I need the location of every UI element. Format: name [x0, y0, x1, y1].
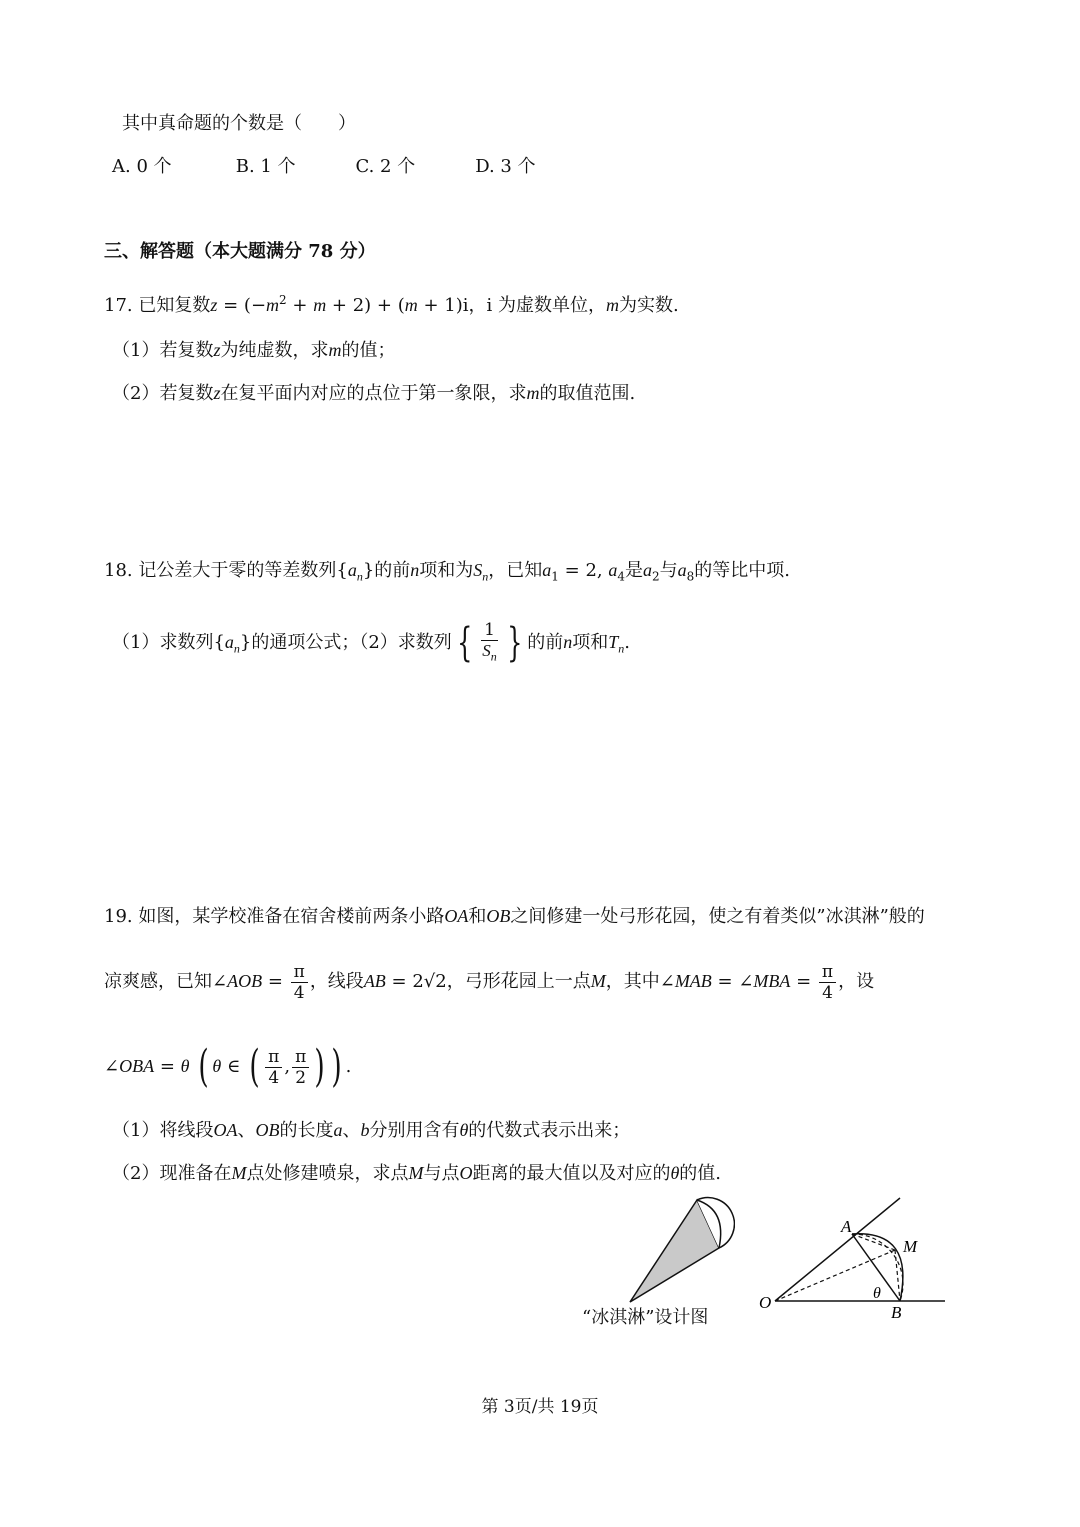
q19-part2-text-2: 点处修建喷泉，求点 — [246, 1163, 409, 1184]
q19-part2-text-4: 距离的最大值以及对应的 — [472, 1163, 671, 1184]
q18-stem-text-2: 的前 — [374, 560, 411, 581]
label-theta: θ — [873, 1285, 881, 1302]
fraction-1-over-sn: $\frac{1}{S_n}$ — [482, 619, 497, 664]
q17-part2-text-3: 的取值范围. — [539, 383, 636, 404]
label-b: B — [891, 1303, 902, 1322]
q17-stem-text-3: 为实数. — [619, 295, 679, 316]
q19-part2: （2）现准备在M点处修建喷泉，求点M与点O距离的最大值以及对应的θ的值. — [112, 1163, 722, 1184]
q18-stem: 18. 记公差大于零的等差数列$\{a_n\}$的前n项和为$S_n$，已知$a_1 = 2$, $a_4$是$a_2$与$a_8$的等比中项. — [104, 560, 790, 584]
q18-parts: （1）求数列$\{a_n\}$的通项公式；（2）求数列 { $\frac{1}{S_n}$ } 的前n项和$T_n$. — [112, 619, 630, 666]
q19-part1-text-2: 、 — [237, 1120, 256, 1141]
q17-part2-text-2: 在复平面内对应的点位于第一象限，求 — [220, 383, 527, 404]
q16-options — [112, 155, 536, 179]
q19-line2: 凉爽感，已知∠AOB = $\frac{\pi}{4}$ ，线段AB = 2√2，弓形花园上一点M，其中∠MAB = ∠MBA = $\frac{\pi}{4}$ ，设 — [104, 961, 875, 1003]
ice-cream-figure — [615, 1190, 735, 1310]
q19-part1-text-5: 分别用含有 — [369, 1120, 460, 1141]
q18-stem-text-5: 是 — [624, 560, 643, 581]
q18-stem-text: 记公差大于零的等差数列 — [138, 560, 337, 581]
option-c: C. 2 个 — [355, 156, 416, 177]
q17-part1-text-2: 为纯虚数，求 — [220, 340, 329, 361]
label-a: A — [841, 1217, 852, 1236]
label-o: O — [759, 1293, 772, 1312]
q19-number: 19. — [104, 906, 133, 927]
section-title: 三、解答题（本大题满分 78 分） — [104, 241, 376, 262]
q19-line1: 19. 如图，某学校准备在宿舍楼前两条小路OA和OB之间修建一处弓形花园，使之有着类似”冰淇淋”般的 — [104, 906, 925, 927]
q19-text-7: ，其中 — [605, 971, 660, 992]
q16-prompt: 其中真命题的个数是（ ） — [122, 113, 356, 134]
q19-part1-text: （1）将线段 — [112, 1120, 214, 1141]
q19-part1: （1）将线段OA、OB的长度a、b分别用含有θ的代数式表示出来； — [112, 1120, 631, 1141]
q18-part-text-5: . — [624, 632, 630, 653]
q19-text-6: ，弓形花园上一点 — [446, 971, 591, 992]
geometry-figure — [755, 1190, 955, 1325]
figure-caption: “冰淇淋”设计图 — [582, 1307, 709, 1328]
q19-text-5: ，线段 — [309, 971, 364, 992]
q19-part2-text-3: 与点 — [423, 1163, 460, 1184]
ray-oa — [775, 1198, 900, 1301]
q17-part1: （1）若复数z为纯虚数，求m的值； — [112, 340, 396, 361]
q18-number: 18. — [104, 560, 133, 581]
q19-part2-text: （2）现准备在 — [112, 1163, 232, 1184]
q18-part-text-3: 的前 — [527, 632, 564, 653]
q18-stem-text-4: ，已知 — [488, 560, 543, 581]
q18-part-text: （1）求数列 — [112, 632, 214, 653]
q17-part2-text: （2）若复数 — [112, 383, 214, 404]
q17-stem: 17. 已知复数$z = (-m^2 + m + 2) + (m + 1)i$，i 为虚数单位，m为实数. — [104, 293, 679, 316]
q17-part2: （2）若复数z在复平面内对应的点位于第一象限，求m的取值范围. — [112, 383, 636, 404]
option-d: D. 3 个 — [475, 156, 536, 177]
q19-line3: ∠OBA = θ ( θ ∈ ( $\frac{\pi}{4}$ , $\frac{\pi}{2}$ ) ) . — [104, 1041, 352, 1092]
q18-stem-text-6: 与 — [659, 560, 678, 581]
q17-part1-text-3: 的值； — [341, 340, 396, 361]
q18-stem-text-3: 项和为 — [419, 560, 474, 581]
q17-part1-text: （1）若复数 — [112, 340, 214, 361]
q18-stem-text-7: 的等比中项. — [694, 560, 790, 581]
q19-part1-text-6: 的代数式表示出来； — [468, 1120, 631, 1141]
q19-text-3: 之间修建一处弓形花园，使之有着类似”冰淇淋”般的 — [510, 906, 925, 927]
q19-text-8: ，设 — [838, 971, 875, 992]
q18-part-text-4: 项和 — [572, 632, 609, 653]
q17-stem-text-2: i 为虚数单位， — [486, 295, 607, 316]
q19-part1-text-3: 的长度 — [279, 1120, 334, 1141]
q19-text-4: 凉爽感，已知 — [104, 971, 212, 992]
label-m: M — [903, 1237, 918, 1256]
option-b: B. 1 个 — [235, 156, 296, 177]
page-footer: 第 3页/共 19页 — [481, 1397, 599, 1417]
q19-part2-text-5: 的值. — [679, 1163, 722, 1184]
q19-part1-text-4: 、 — [342, 1120, 361, 1141]
q19-text: 如图，某学校准备在宿舍楼前两条小路 — [138, 906, 445, 927]
option-a: A. 0 个 — [112, 156, 172, 177]
q17-stem-text: 已知复数 — [138, 295, 211, 316]
q18-part-text-2: 的通项公式；（2）求数列 — [251, 632, 452, 653]
q17-number: 17. — [104, 295, 133, 316]
q19-text-2: 和 — [468, 906, 487, 927]
